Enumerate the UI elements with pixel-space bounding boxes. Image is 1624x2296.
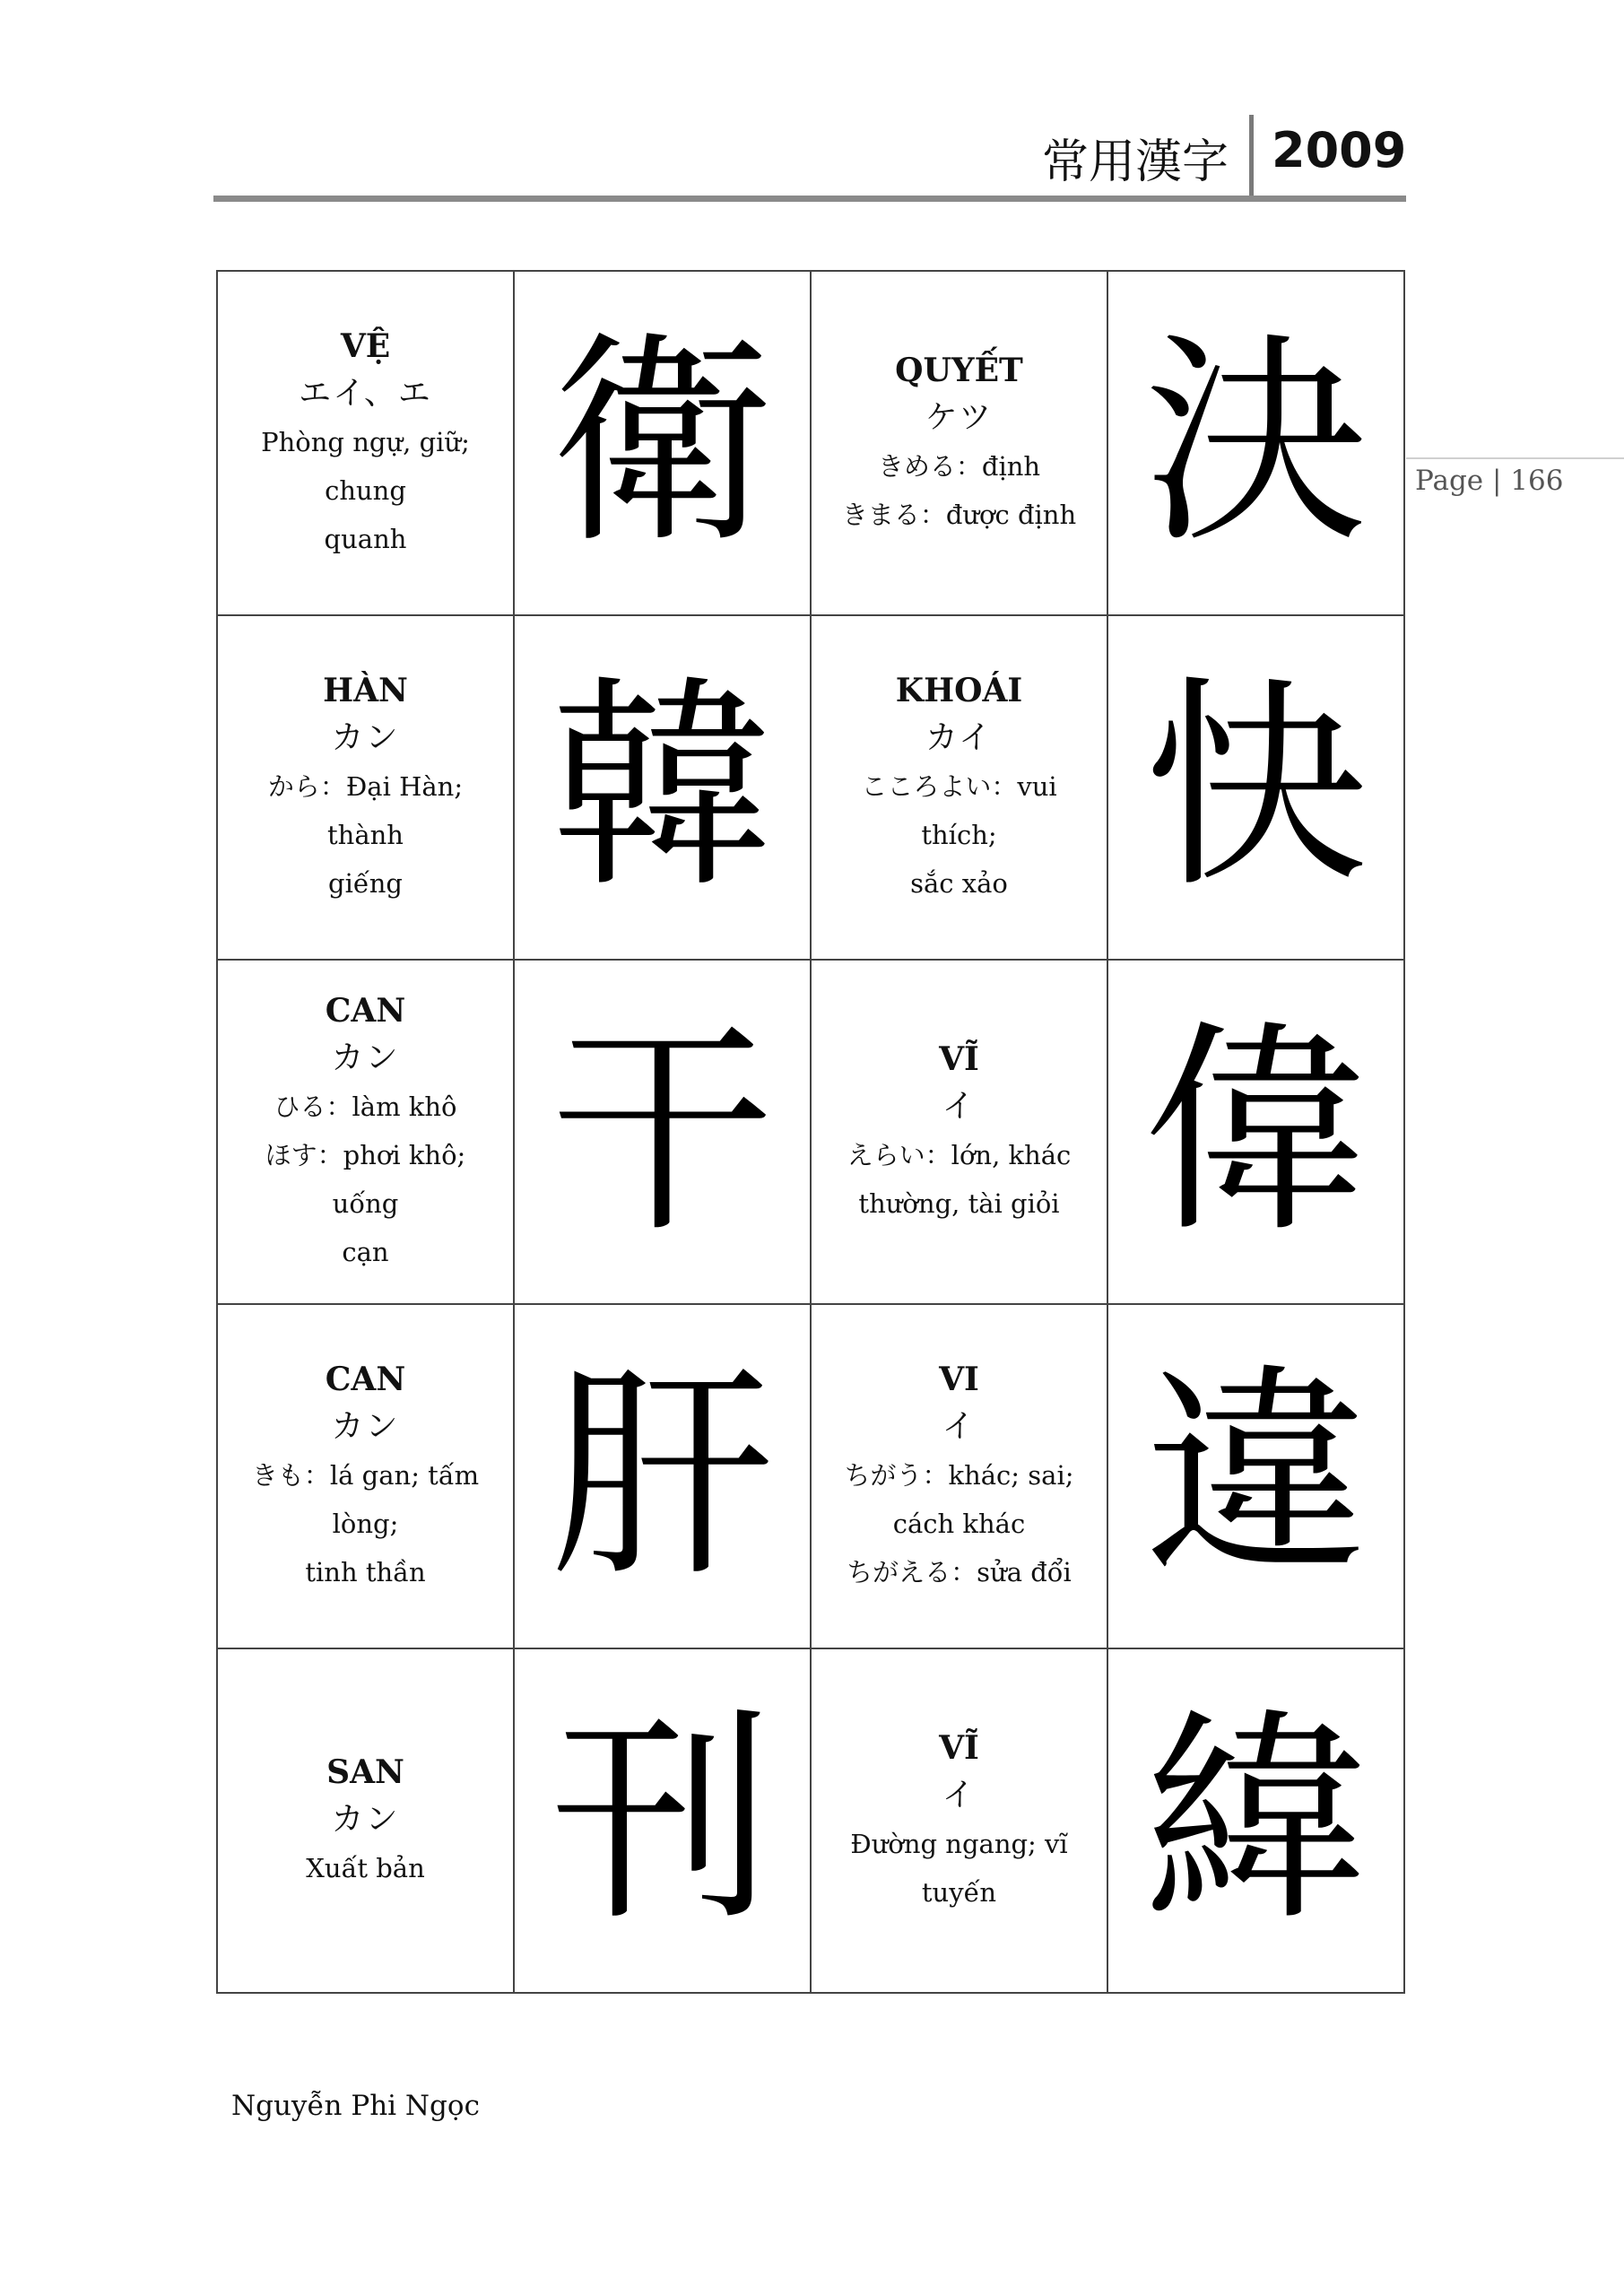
kanji-char-cell: [1108, 616, 1405, 961]
kanji-character: 快: [1143, 657, 1368, 918]
kanji-meaning-line: ちがう：khác; sai;: [844, 1460, 1074, 1491]
kanji-info-cell: [812, 616, 1108, 961]
kanji-meaning-line: Xuất bản: [306, 1853, 425, 1883]
kanji-info-cell: [812, 1305, 1108, 1649]
kanji-char-cell: [515, 1649, 812, 1994]
kanji-character: 衛: [550, 312, 775, 573]
kanji-meaning-line: tinh thần: [305, 1557, 426, 1587]
kanji-reading-name: VĨ: [939, 1729, 979, 1767]
kanji-on-reading: カイ: [925, 719, 993, 756]
kanji-on-reading: カン: [331, 1039, 400, 1076]
kanji-character: 違: [1143, 1345, 1368, 1606]
kanji-on-reading: イ: [942, 1777, 977, 1813]
kanji-meaning-line: えらい：lớn, khác: [847, 1140, 1072, 1170]
kanji-reading-name: QUYẾT: [895, 352, 1023, 389]
kanji-info-cell: [218, 1305, 515, 1649]
kanji-on-reading: ケツ: [925, 399, 994, 436]
kanji-meaning-line: きまる：được định: [841, 500, 1077, 530]
kanji-info-cell: [218, 272, 515, 616]
kanji-on-reading: エイ、エ: [299, 375, 432, 412]
kanji-reading-name: VI: [939, 1361, 979, 1398]
kanji-meaning-line: cách khác: [892, 1509, 1026, 1539]
kanji-char-cell: [515, 961, 812, 1305]
kanji-on-reading: カン: [331, 1801, 400, 1838]
header-rule: [213, 196, 1406, 202]
header-title: 常用漢字: [1041, 135, 1229, 189]
author-footer: Nguyễn Phi Ngọc: [231, 2090, 480, 2122]
kanji-meaning-line: Đường ngang; vĩ tuyến: [850, 1829, 1068, 1908]
kanji-info-cell: [218, 961, 515, 1305]
kanji-info-cell: [812, 961, 1108, 1305]
kanji-meaning-line: Phòng ngự, giữ; chung: [261, 427, 470, 506]
kanji-character: 偉: [1143, 1001, 1368, 1262]
page-tab-line: [1406, 457, 1624, 459]
kanji-info-cell: [812, 1649, 1108, 1994]
kanji-char-cell: [1108, 1649, 1405, 1994]
kanji-on-reading: イ: [942, 1088, 977, 1125]
kanji-meaning-line: から：Đại Hàn; thành: [267, 771, 464, 850]
kanji-on-reading: イ: [942, 1408, 977, 1445]
kanji-reading-name: VỆ: [340, 327, 391, 365]
kanji-character: 緯: [1143, 1690, 1368, 1951]
kanji-meaning-line: giếng: [328, 868, 403, 899]
header-year: 2009: [1272, 122, 1407, 178]
kanji-char-cell: [1108, 272, 1405, 616]
kanji-meaning-line: きも：lá gan; tấm lòng;: [251, 1460, 480, 1539]
kanji-table: [216, 270, 1405, 1994]
kanji-on-reading: カン: [331, 719, 400, 756]
kanji-reading-name: VĨ: [939, 1040, 979, 1078]
kanji-meaning-line: thường, tài giỏi: [858, 1188, 1060, 1219]
header-separator: [1249, 115, 1254, 200]
kanji-character: 刊: [550, 1690, 775, 1951]
kanji-meaning-line: ほす：phơi khô; uống: [265, 1140, 466, 1219]
kanji-char-cell: [1108, 961, 1405, 1305]
kanji-char-cell: [515, 616, 812, 961]
kanji-reading-name: KHOÁI: [895, 672, 1023, 709]
kanji-info-cell: [218, 616, 515, 961]
kanji-character: 韓: [550, 657, 775, 918]
kanji-meaning-line: ひる：làm khô: [274, 1091, 457, 1122]
kanji-meaning-line: cạn: [342, 1237, 389, 1267]
kanji-info-cell: [218, 1649, 515, 1994]
page-number: Page | 166: [1415, 465, 1564, 497]
kanji-character: 決: [1143, 312, 1368, 573]
kanji-char-cell: [515, 1305, 812, 1649]
kanji-char-cell: [1108, 1305, 1405, 1649]
kanji-character: 肝: [550, 1345, 775, 1606]
kanji-meaning-line: ちがえる：sửa đổi: [847, 1557, 1072, 1587]
kanji-info-cell: [812, 272, 1108, 616]
kanji-on-reading: カン: [331, 1408, 400, 1445]
kanji-reading-name: SAN: [326, 1753, 404, 1791]
kanji-reading-name: HÀN: [323, 672, 408, 709]
kanji-meaning-line: こころよい：vui thích;: [861, 771, 1057, 850]
kanji-meaning-line: quanh: [324, 524, 407, 554]
kanji-reading-name: CAN: [325, 1361, 406, 1398]
kanji-character: 干: [550, 1001, 775, 1262]
kanji-char-cell: [515, 272, 812, 616]
kanji-meaning-line: きめる：định: [877, 451, 1041, 482]
kanji-meaning-line: sắc xảo: [910, 868, 1008, 899]
kanji-reading-name: CAN: [325, 992, 406, 1030]
